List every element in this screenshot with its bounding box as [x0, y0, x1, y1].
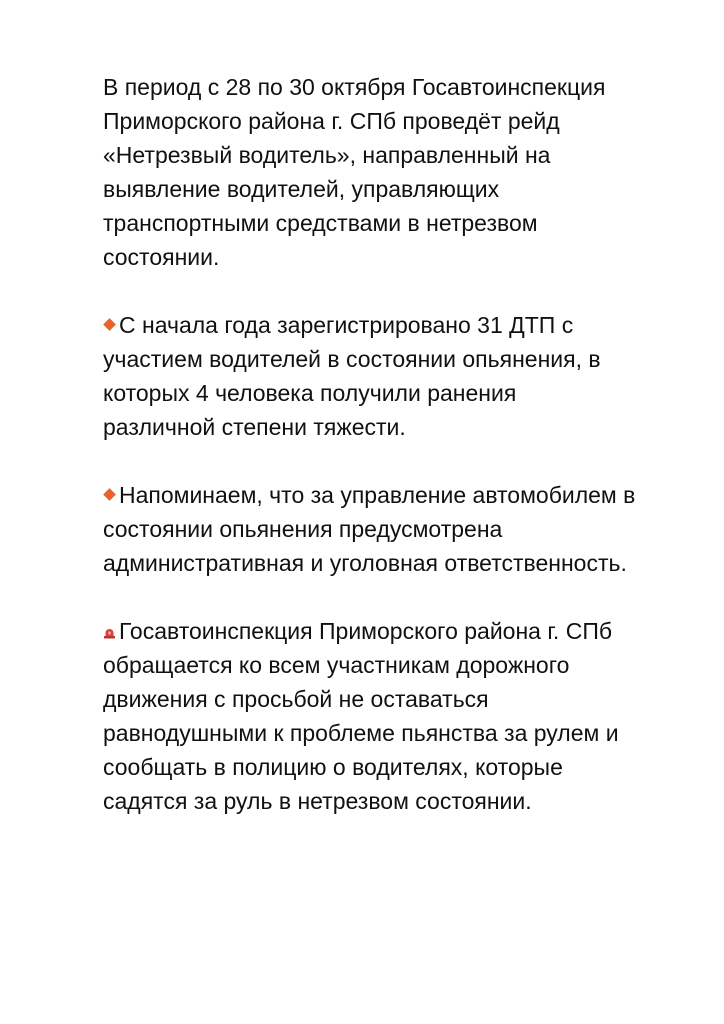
- paragraph-intro: В период с 28 по 30 октября Госавтоинспекция Приморского района г. СПб проведёт рейд «Нетрезвый водитель», направленный на выявление водителей, управляющих транспортными средствами в нетрезвом состоянии.: [103, 74, 606, 270]
- paragraph-liability-reminder: [103, 478, 693, 580]
- police-light-icon: [103, 614, 116, 648]
- paragraph-accident-stats-text: С начала года зарегистрировано 31 ДТП с участием водителей в состоянии опьянения, в которых 4 человека получили ранения различной степени тяжести.: [103, 312, 601, 440]
- orange-diamond-icon: [103, 489, 116, 502]
- paragraph-appeal: [103, 614, 693, 818]
- document-page: [103, 70, 693, 852]
- paragraph-appeal-text: Госавтоинспекция Приморского района г. СПб обращается ко всем участникам дорожного движения с просьбой не оставаться равнодушными к проблеме пьянства за рулем и сообщать в полицию о водителях, которые садятся за руль в нетрезвом состоянии.: [103, 618, 619, 814]
- orange-diamond-icon: [103, 319, 116, 332]
- paragraph-liability-reminder-text: Напоминаем, что за управление автомобилем в состоянии опьянения предусмотрена административная и уголовная ответственность.: [103, 482, 636, 576]
- paragraph-accident-stats: [103, 308, 693, 444]
